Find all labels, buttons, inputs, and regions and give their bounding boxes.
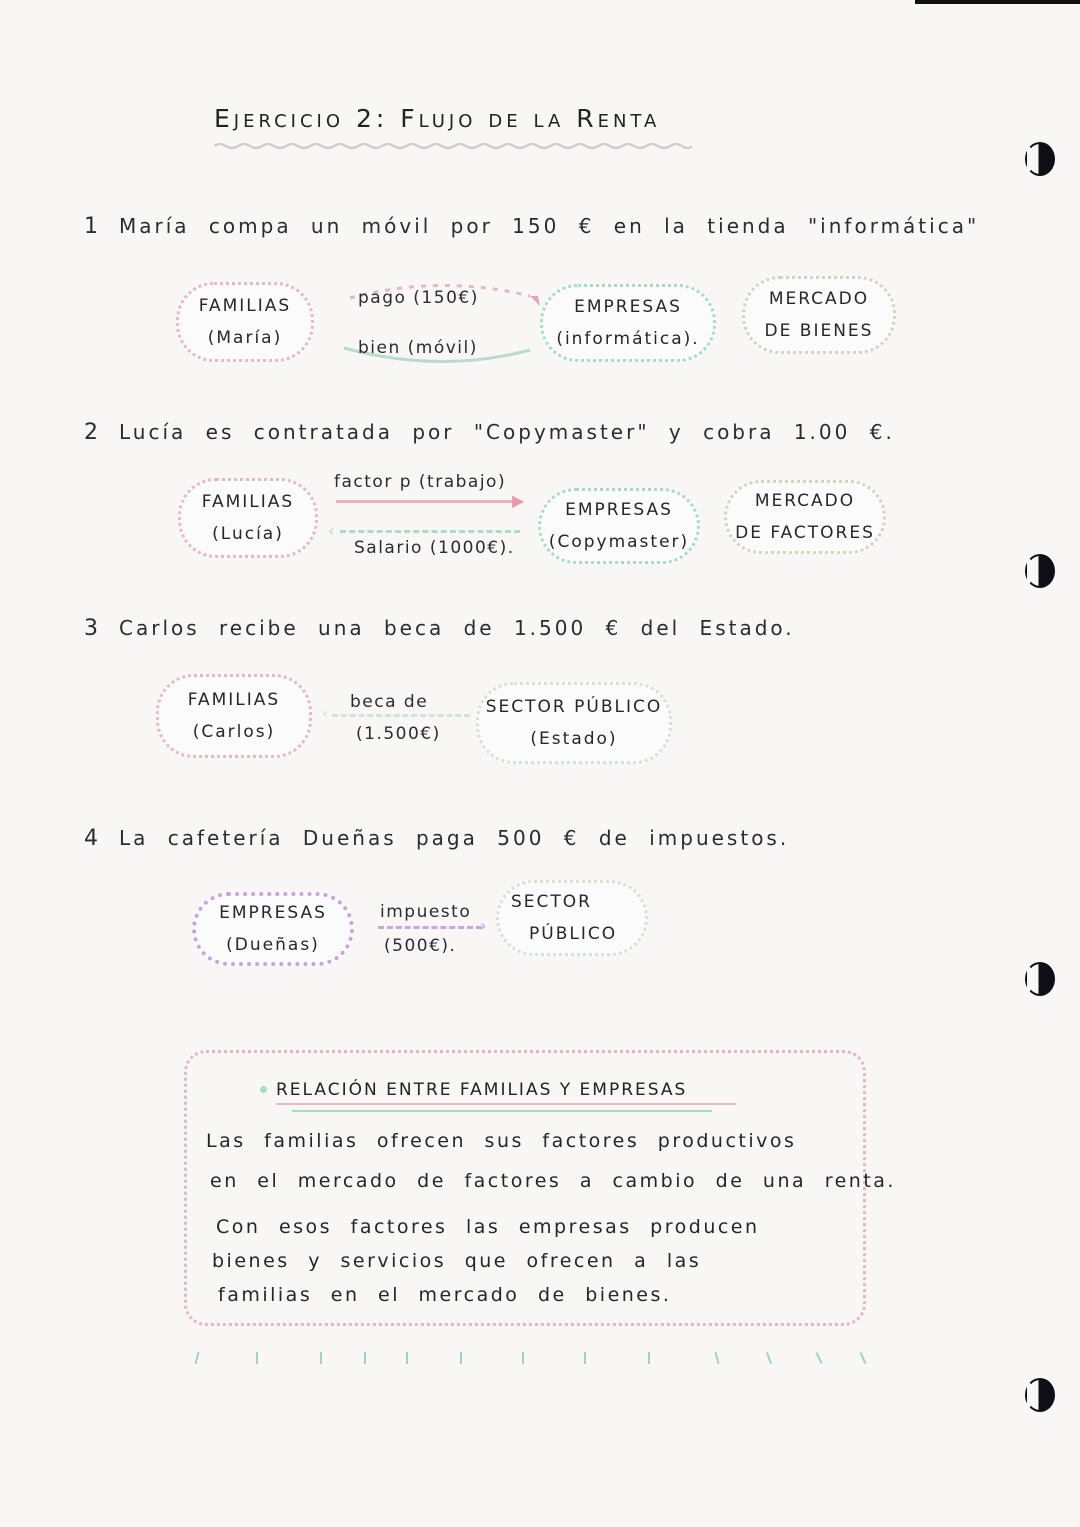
decorative-tick (460, 1352, 462, 1364)
decorative-tick (648, 1352, 650, 1364)
cloud-mercado-bienes: MERCADO DE BIENES (742, 276, 896, 354)
arrow-head-left-icon: ‹ (328, 521, 335, 540)
arrow-factor-to-empresas (336, 500, 514, 503)
decorative-tick (406, 1352, 408, 1364)
arrow-label-beca-amount: (1.500€) (356, 724, 441, 744)
title-underline (214, 142, 692, 150)
decorative-tick (816, 1352, 823, 1364)
arrow-head-left-icon: ‹ (322, 704, 329, 723)
decorative-tick (860, 1352, 867, 1364)
arrow-label-salario: Salario (1000€). (354, 538, 515, 558)
cloud-sector-publico: SECTOR PÚBLICO (496, 880, 648, 956)
relacion-line-2: en el mercado de factores a cambio de una renta. (210, 1170, 896, 1192)
binder-hole-icon (1025, 1378, 1055, 1412)
arrow-label-beca: beca de (350, 692, 429, 712)
decorative-tick (194, 1352, 199, 1364)
decorative-tick (714, 1352, 719, 1364)
bullet-icon (260, 1086, 267, 1093)
decorative-tick (584, 1352, 586, 1364)
cloud-empresas-informatica: EMPRESAS (informática). (540, 284, 716, 362)
arrow-label-factor: factor p (trabajo) (334, 472, 507, 492)
exercise-2-statement: 2 Lucía es contratada por "Copymaster" y cobra 1.00 €. (84, 420, 895, 445)
decorative-tick (522, 1352, 524, 1364)
arrow-salario-to-familias (340, 530, 520, 533)
arrow-label-impuesto-amount: (500€). (384, 936, 457, 956)
cloud-empresas-duenas: EMPRESAS (Dueñas) (192, 892, 354, 966)
relacion-line-4: bienes y servicios que ofrecen a las (212, 1250, 702, 1272)
exercise-1-statement: 1 María compa un móvil por 150 € en la tienda "informática" (84, 214, 980, 239)
decorative-tick (364, 1352, 366, 1364)
exercise-4-statement: 4 La cafetería Dueñas paga 500 € de impuestos. (84, 826, 790, 851)
cloud-empresas-copymaster: EMPRESAS (Copymaster) (538, 488, 700, 564)
exercise-3-statement: 3 Carlos recibe una beca de 1.500 € del Estado. (84, 616, 795, 641)
binder-hole-icon (1025, 962, 1055, 996)
cloud-mercado-factores: MERCADO DE FACTORES (724, 480, 886, 554)
decorative-tick (256, 1352, 258, 1364)
arrow-head-right-icon: › (480, 916, 487, 935)
relacion-heading: RELACIÓN ENTRE FAMILIAS Y EMPRESAS (276, 1080, 688, 1100)
cloud-familias-carlos: FAMILIAS (Carlos) (156, 674, 312, 758)
arrow-label-pago: pago (150€) (358, 288, 479, 308)
relacion-line-1: Las familias ofrecen sus factores productivos (206, 1130, 797, 1152)
arrow-label-impuesto: impuesto (380, 902, 472, 922)
exercise-number: 4 (84, 826, 101, 851)
decorative-tick (766, 1352, 772, 1364)
heading-underline (276, 1103, 736, 1105)
binder-hole-icon (1025, 142, 1055, 176)
binder-hole-icon (1025, 554, 1055, 588)
heading-underline (292, 1110, 712, 1112)
page-top-edge (915, 0, 1080, 4)
page-title: Ejercicio 2: Flujo de la Renta (214, 104, 661, 133)
decorative-tick (320, 1352, 322, 1364)
cloud-familias-maria: FAMILIAS (María) (176, 282, 314, 362)
exercise-number: 2 (84, 420, 101, 445)
relacion-line-5: familias en el mercado de bienes. (218, 1284, 672, 1306)
arrow-label-bien: bien (móvil) (358, 338, 478, 358)
arrow-impuesto-to-sector (378, 926, 482, 929)
exercise-number: 1 (84, 214, 101, 239)
relacion-line-3: Con esos factores las empresas producen (216, 1216, 760, 1238)
cloud-sector-publico-estado: SECTOR PÚBLICO (Estado) (476, 682, 672, 764)
arrow-head-right-icon: ▶ (512, 491, 525, 510)
cloud-familias-lucia: FAMILIAS (Lucía) (178, 478, 318, 558)
exercise-number: 3 (84, 616, 101, 641)
arrow-beca-to-familias (332, 714, 470, 717)
